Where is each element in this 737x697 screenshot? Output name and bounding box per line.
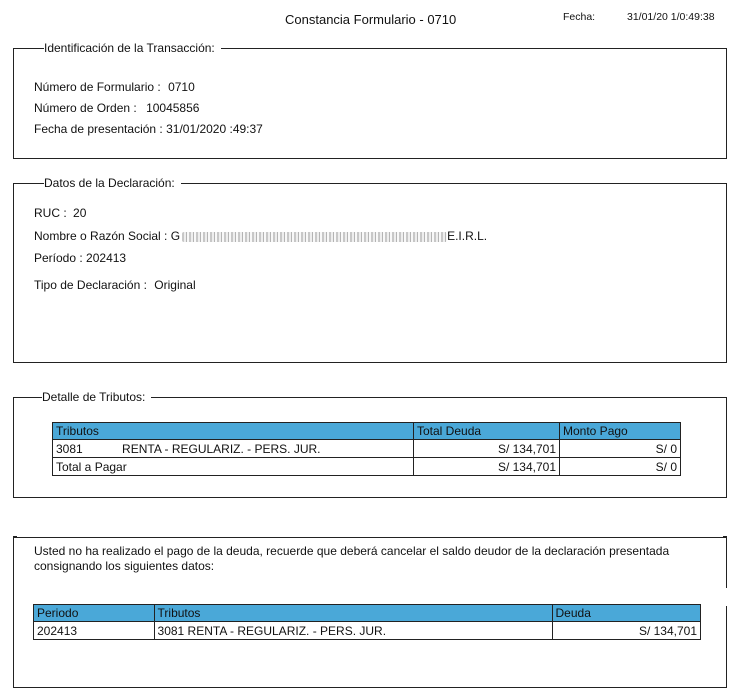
- razon-social-value-suffix: E.I.R.L.: [447, 229, 488, 243]
- pago-top-border: [13, 537, 727, 538]
- header-tributos-pago: Tributos: [154, 605, 552, 622]
- pago-periodo: 202413: [34, 622, 155, 640]
- total-row: [53, 458, 681, 476]
- pago-header-row: [34, 605, 701, 622]
- pago-mensaje: Usted no ha realizado el pago de la deuda, recuerde que deberá cancelar el saldo deudor de la declaración presentada consignando los siguientes datos:: [34, 544, 670, 573]
- pago-table: [33, 604, 701, 640]
- tributos-header-row: [53, 423, 681, 440]
- fecha-label: Fecha:: [563, 11, 596, 23]
- table-row: [53, 440, 681, 458]
- header-periodo: Periodo: [34, 605, 155, 622]
- numero-formulario-label: Número de Formulario :: [34, 80, 161, 94]
- tributos-table: [52, 422, 681, 476]
- periodo: [34, 251, 126, 265]
- table-row: [34, 622, 701, 640]
- fecha-presentacion-label: Fecha de presentación :: [34, 122, 163, 136]
- razon-social: [34, 229, 487, 243]
- tributo-descripcion: RENTA - REGULARIZ. - PERS. JUR.: [122, 441, 321, 456]
- tributos-legend: Detalle de Tributos:: [42, 390, 151, 404]
- tributo-codigo: 3081: [56, 441, 83, 456]
- total-pago: S/ 0: [560, 458, 681, 476]
- total-label: Total a Pagar: [53, 458, 414, 476]
- identificacion-legend: Identificación de la Transacción:: [44, 41, 221, 55]
- ruc-value: 20: [73, 206, 87, 220]
- numero-formulario-value: 0710: [168, 80, 195, 94]
- declaracion-legend: Datos de la Declaración:: [44, 176, 181, 190]
- pago-right-edge-fill: [726, 588, 728, 606]
- periodo-value: 202413: [86, 251, 127, 265]
- numero-formulario: [34, 80, 195, 94]
- numero-orden: [34, 101, 199, 115]
- header-tributos: Tributos: [53, 423, 414, 440]
- tipo-declaracion-label: Tipo de Declaración :: [34, 278, 147, 292]
- page-title: Constancia Formulario - 0710: [285, 12, 457, 27]
- header-deuda: Deuda: [552, 605, 701, 622]
- ruc-label: RUC :: [34, 206, 67, 220]
- fecha-presentacion-value: 31/01/2020 :49:37: [166, 122, 263, 136]
- ruc: [34, 206, 86, 220]
- tributo-cell: [53, 440, 414, 458]
- fecha-value: 31/01/20 1/0:49:38: [627, 11, 715, 23]
- declaracion-section: [13, 176, 727, 363]
- pago-tributo: 3081 RENTA - REGULARIZ. - PERS. JUR.: [154, 622, 552, 640]
- periodo-label: Período :: [34, 251, 83, 265]
- tributo-pago: S/ 0: [560, 440, 681, 458]
- header-monto-pago: Monto Pago: [560, 423, 681, 440]
- razon-social-label: Nombre o Razón Social :: [34, 229, 168, 243]
- total-deuda: S/ 134,701: [414, 458, 560, 476]
- fecha-presentacion: [34, 122, 263, 136]
- pago-deuda: S/ 134,701: [552, 622, 701, 640]
- identificacion-section: [13, 41, 727, 159]
- numero-orden-label: Número de Orden :: [34, 101, 137, 115]
- header-total-deuda: Total Deuda: [414, 423, 560, 440]
- razon-social-value-prefix: G: [170, 229, 181, 243]
- tipo-declaracion: [34, 278, 196, 292]
- numero-orden-value: 10045856: [146, 101, 200, 115]
- tipo-declaracion-value: Original: [154, 278, 196, 292]
- tributo-deuda: S/ 134,701: [414, 440, 560, 458]
- redacted-text: [182, 232, 447, 242]
